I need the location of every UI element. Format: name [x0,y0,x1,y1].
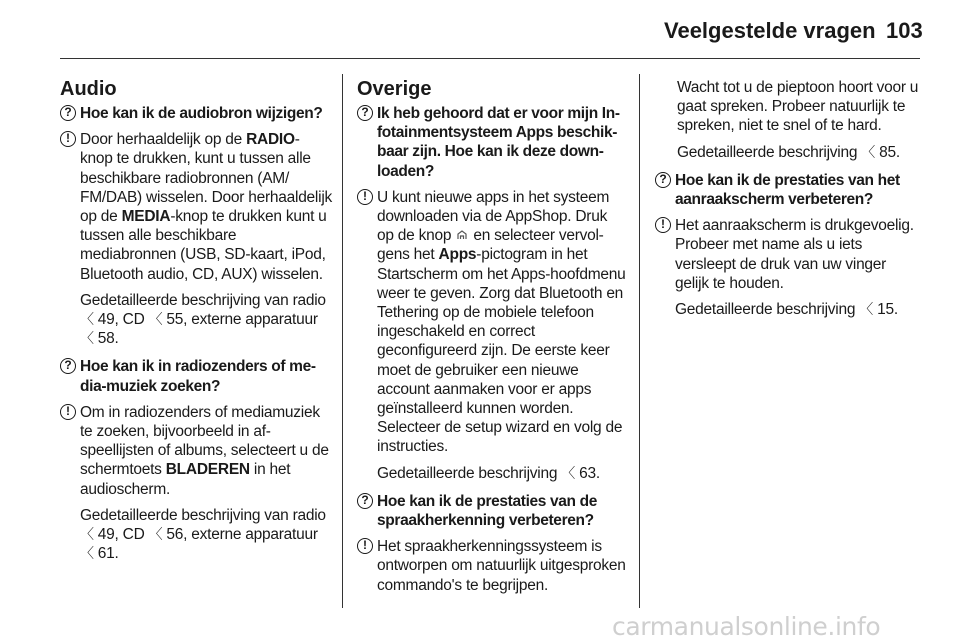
reference-arrow-icon: 〈 [80,311,94,328]
question-mark-icon: ? [60,358,76,374]
question-text: Hoe kan ik de prestaties van het aanraakscherm verbeteren? [675,171,900,209]
reference-arrow-icon: 〈 [80,330,94,347]
column-divider-2 [639,74,640,608]
column-divider-1 [342,74,343,608]
reference-arrow-icon: 〈 [148,526,163,543]
exclamation-mark-icon: ! [655,217,671,233]
question-mark-icon: ? [60,105,76,121]
question-mark-icon: ? [357,493,373,509]
media-button-label: MEDIA [121,208,171,226]
column-audio [60,78,332,563]
answer-text: Om in radiozenders of mediamuziek te zoeken, bijvoorbeeld in afspeellijsten of albums, selecteert u de schermtoets BLADEREN in het audioscherm. [80,403,329,498]
answer-continued: Wacht tot u de pieptoon hoort voor u gaat spreken. Probeer natuurlijk te spreken, niet te snel of te hard. [677,79,919,135]
reference-arrow-icon: 〈 [859,301,874,318]
exclamation-mark-icon: ! [60,404,76,420]
section-title-audio: Audio [60,78,117,100]
reference-arrow-icon: 〈 [80,526,94,543]
question-text: Hoe kan ik in radiozenders of media-muziek zoeken? [80,358,317,395]
question-mark-icon: ? [655,172,671,188]
exclamation-mark-icon: ! [357,538,373,554]
answer-apps [357,188,627,457]
answer-audio-source [60,130,332,284]
column-overige [357,78,627,595]
reference-arrow-icon: 〈 [861,143,876,160]
question-text: Hoe kan ik de audiobron wijzigen? [80,105,323,122]
page-header-title: Veelgestelde vragen [664,18,876,43]
watermark: carmanualsonline.info [612,612,881,641]
answer-text: U kunt nieuwe apps in het systeem downloaden via de AppShop. Druk op de knop en selecteer vervolgens het Apps-pictogram in het Startscherm om het Apps-hoofdmenu weer te geven. Zorg dat Bluetooth en Tethering op de mobiele telefoon ingeschakeld en correct geconfigureerd zijn. De eerste keer moet de gebruiker een nieuwe account aanmaken voor er apps geïnstalleerd kunnen worden. Selecteer de setup wizard en volg de instructies. [377,188,626,456]
question-text: Hoe kan ik de prestaties van de spraakherkenning verbeteren? [377,492,598,530]
reference-arrow-icon: 〈 [148,311,163,328]
section-title-overige: Overige [357,78,432,100]
detail-reference: Gedetailleerde beschrijving 〈 63. [377,464,600,482]
exclamation-mark-icon: ! [357,189,373,205]
question-speech-recognition [357,492,627,530]
reference-arrow-icon: 〈 [80,545,94,562]
answer-touchscreen [655,216,922,293]
detail-reference: Gedetailleerde beschrijving 〈 15. [675,301,898,319]
detail-reference: Gedetailleerde beschrijving van radio 〈 49, CD 〈 56, externe apparatuur 〈 61. [80,506,326,563]
home-button-icon [455,228,469,242]
answer-text: Het spraakherkenningssysteem is ontworpen om natuurlijk uitgesproken commando's te begrijpen. [377,538,626,594]
question-text: Ik heb gehoord dat er voor mijn Infotainmentsysteem Apps beschikbaar zijn. Hoe kan ik deze downloaden? [377,105,621,180]
answer-text: Door herhaaldelijk op de RADIO-knop te drukken, kunt u tussen alle beschikbare radiobronnen (AM/ FM/DAB) wisselen. Door herhaaldelijk op de MEDIA-knop te drukken kunt u tussen alle beschikbare mediabronnen (USB, SD-kaart, iPod, Bluetooth audio, CD, AUX) wisselen. [80,131,333,283]
answer-speech-recognition [357,537,627,595]
detail-reference: Gedetailleerde beschrijving van radio 〈 49, CD 〈 55, externe apparatuur 〈 58. [80,291,326,348]
answer-text: Het aanraakscherm is drukgevoelig. Probeer met name als u iets versleept de druk van uw vinger gelijk te houden. [675,217,914,292]
exclamation-mark-icon: ! [60,131,76,147]
radio-button-label: RADIO [246,131,295,149]
header-rule [60,58,920,59]
question-mark-icon: ? [357,105,373,121]
question-search-stations [60,357,332,395]
answer-search-stations [60,403,332,499]
apps-icon-label: Apps [438,246,477,264]
question-audio-source [60,104,332,123]
bladeren-button-label: BLADEREN [165,461,250,479]
column-continued [655,78,922,319]
reference-arrow-icon: 〈 [561,464,576,481]
page-number: 103 [886,18,923,43]
question-apps [357,104,627,181]
detail-reference: Gedetailleerde beschrijving 〈 85. [677,143,900,161]
question-touchscreen [655,171,922,209]
